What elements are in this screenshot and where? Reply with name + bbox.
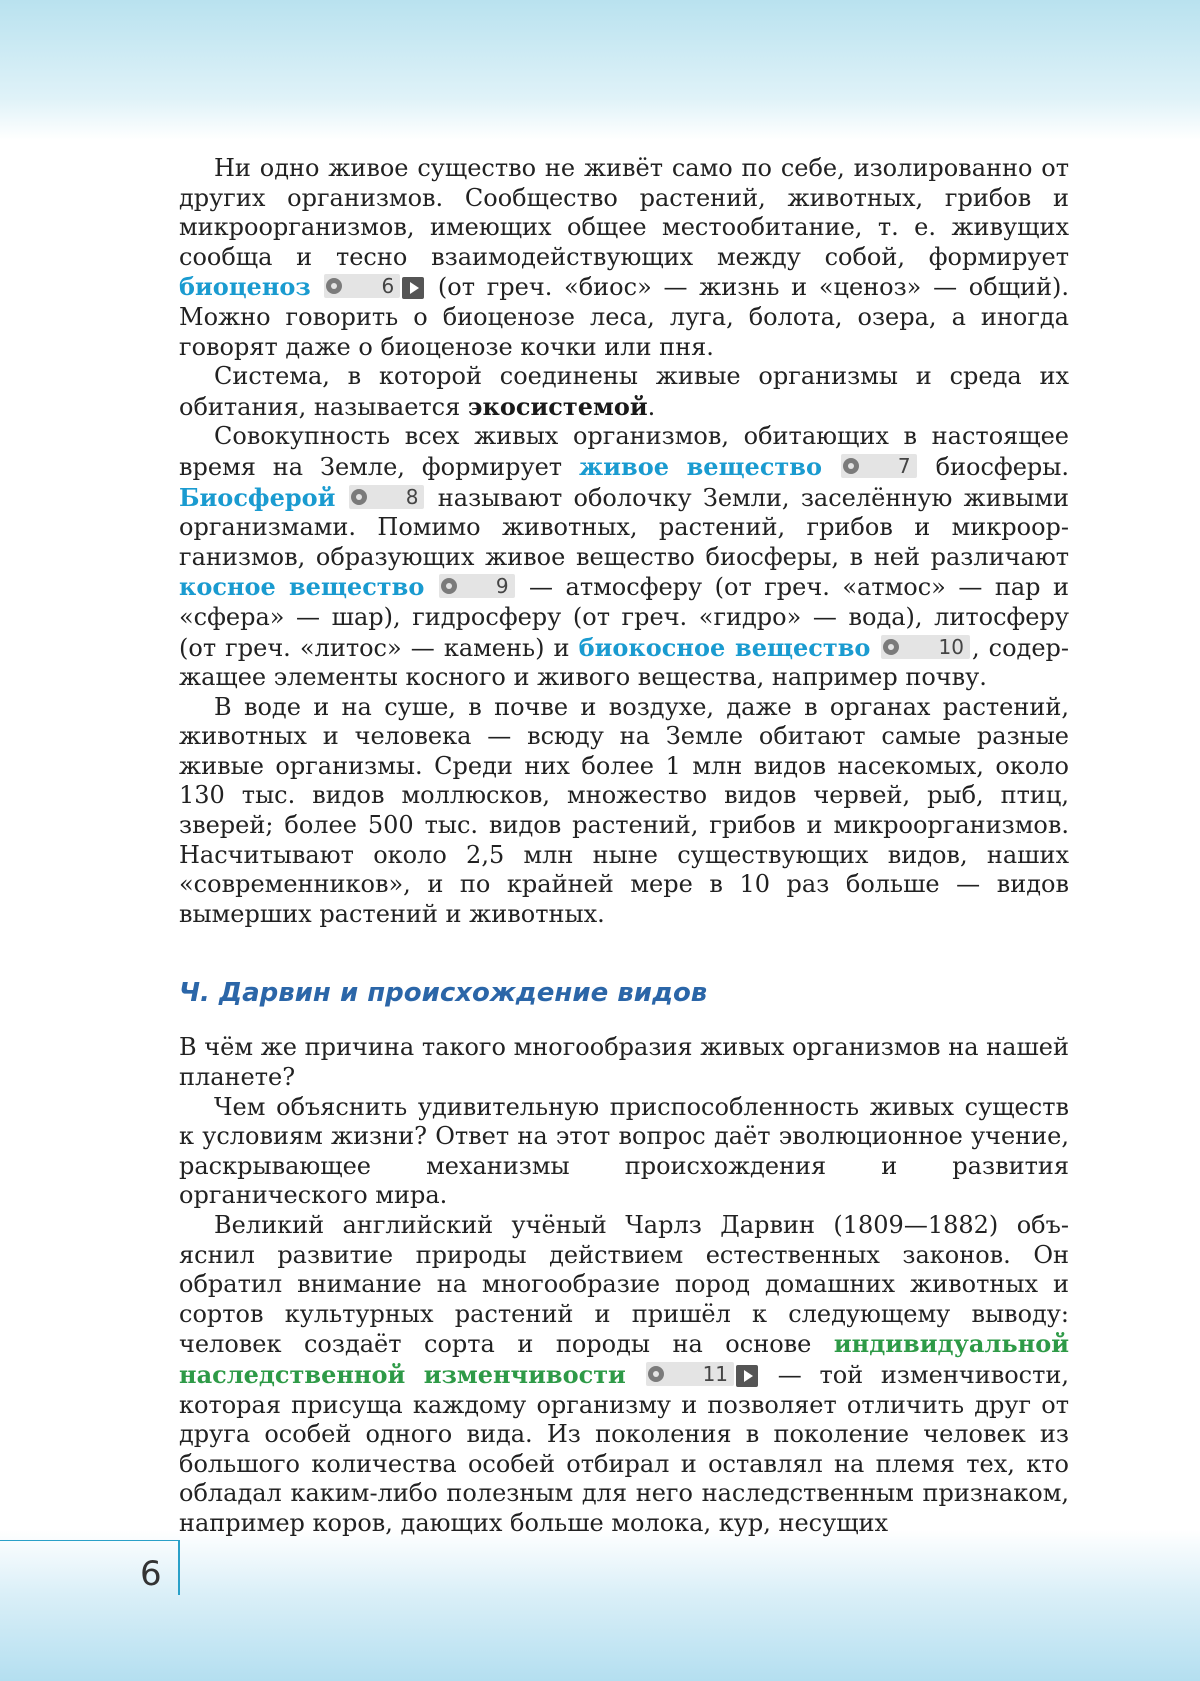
- ref-badge-8[interactable]: 8: [349, 485, 425, 509]
- disc-icon: [883, 639, 899, 655]
- ref-badge-7[interactable]: 7: [841, 454, 917, 478]
- page-footer-band: [0, 1530, 1200, 1681]
- term-living-matter[interactable]: живое вещество: [579, 451, 822, 481]
- paragraph-diversity: В воде и на суше, в почве и воздухе, даже в органах растений, животных и человека — всюду на Земле обитают самые разные живые организмы. Среди них более 1 млн видов насекомых, около 130 тыс. видов моллюсков, множество видов червей, рыб, птиц, зверей; более 500 тыс. видов растений, грибов и микроорганизмов. Насчитывают около 2,5 млн ныне существующих видов, наших «современников», и по крайней мере в 10 раз больше — видов вымерших растений и животных.: [179, 692, 1069, 928]
- page-number: 6: [140, 1554, 162, 1594]
- term-ecosystem: экосистемой: [467, 391, 648, 421]
- page-body: [179, 154, 1069, 1539]
- term-hereditary-variability[interactable]: индивидуальной наследственной изменчивости: [179, 1329, 1069, 1389]
- term-biosphere[interactable]: Биосферой: [179, 482, 336, 512]
- paragraph-biosphere: Совокупность всех живых организмов, обитающих в настоящее время на Земле, формирует живое вещество 7 биосферы. Биосферой 8 называют оболочку Земли, заселённую живыми организмами. Помимо животных, растений, грибов и микроорганизмов, образующих живое вещество биосферы, в ней различают косное вещество 9 — атмосферу (от греч. «атмос» — пар и «сфера» — шар), гидросферу (от греч. «гидро» — вода), литосферу (от греч. «литос» — камень) и биокосное вещество 10 , содержащее элементы косного и живого вещества, например почву.: [179, 422, 1069, 692]
- paragraph-darwin: Великий английский учёный Чарлз Дарвин (1809—1882) объяснил развитие природы действием естественных законов. Он обратил внимание на многообразие пород домашних животных и сортов культурных растений и пришёл к следующему выводу: человек создаёт сорта и породы на основе индивидуальной наследственной изменчивости 11 — той изменчивости, которая присуща каждому организму и позволяет отличить друг от друга особей одного вида. Из поколения в поколение человек из большого количества особей отбирал и оставлял на племя тех, кто обладал каким-либо полезным для него наследственным признаком, например коров, дающих больше молока, кур, несущих: [179, 1211, 1069, 1537]
- paragraph-ecosystem: Система, в которой соединены живые организмы и среда их обитания, называется экосистемой.: [179, 362, 1069, 421]
- ref-badge-10[interactable]: 10: [881, 635, 969, 659]
- term-biocenosis[interactable]: биоценоз: [179, 272, 311, 302]
- ref-badge-11[interactable]: 11: [646, 1362, 734, 1386]
- ref-badge-6[interactable]: 6: [324, 274, 400, 298]
- play-video-icon[interactable]: [402, 277, 424, 299]
- disc-icon: [843, 458, 859, 474]
- paragraph-question: В чём же причина такого многообразия живых организмов на нашей планете?: [179, 1033, 1069, 1092]
- paragraph-adaptation: Чем объяснить удивительную приспособленность живых существ к условиям жизни? Ответ на этот вопрос даёт эволюционное учение, раскрывающее механизмы происхождения и развития органического мира.: [179, 1092, 1069, 1210]
- disc-icon: [648, 1366, 664, 1382]
- term-inert-matter[interactable]: косное вещество: [179, 572, 425, 602]
- play-video-icon[interactable]: [736, 1365, 758, 1387]
- page-number-divider: [178, 1540, 180, 1595]
- disc-icon: [351, 489, 367, 505]
- ref-badge-9[interactable]: 9: [439, 574, 515, 598]
- term-bioinert-matter[interactable]: биокосное вещество: [578, 632, 871, 662]
- disc-icon: [441, 578, 457, 594]
- page-header-band: [0, 0, 1200, 140]
- page-number-rule: [0, 1540, 178, 1541]
- disc-icon: [326, 278, 342, 294]
- paragraph-biocenosis: Ни одно живое существо не живёт само по себе, изолированно от других организмов. Сообщество растений, животных, грибов и микроорганизмов, имеющих общее местообитание, т. е. живущих сообща и тесно взаимодействующих между собой, формирует биоценоз 6 (от греч. «биос» — жизнь и «ценоз» — общий). Можно говорить о биоценозе леса, луга, болота, озера, а иногда говорят даже о биоценозе кочки или пня.: [179, 154, 1069, 361]
- section-title: Ч. Дарвин и происхождение видов: [179, 978, 708, 1009]
